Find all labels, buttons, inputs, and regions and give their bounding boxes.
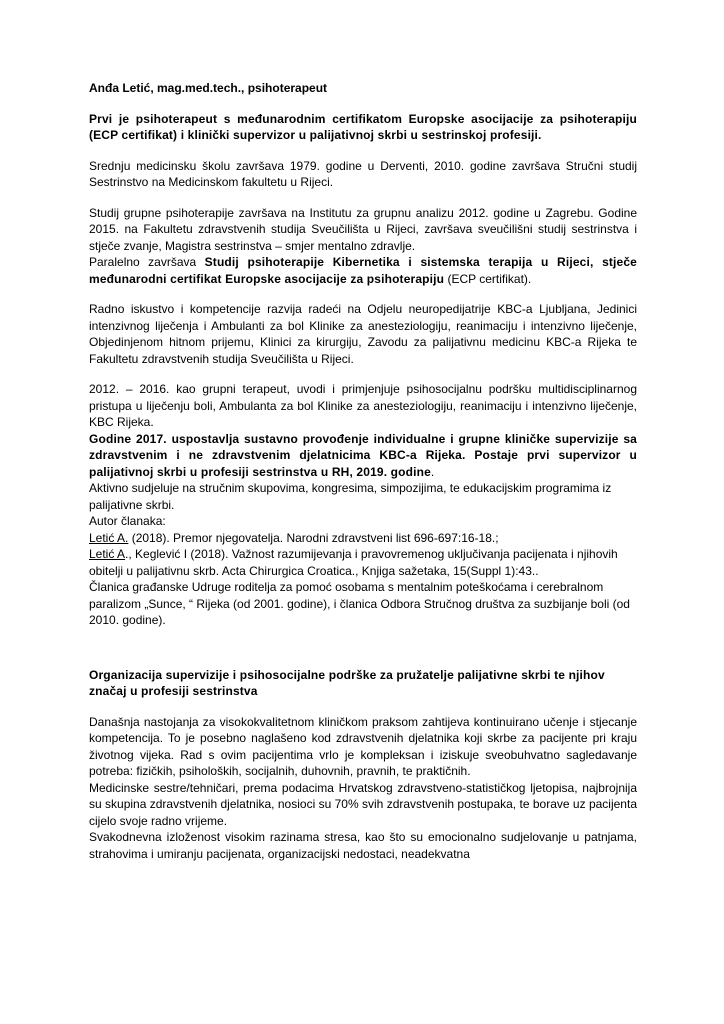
education-paragraph-3	[89, 254, 637, 287]
author-name: Anđa Letić, mag.med.tech., psihoterapeut	[89, 81, 328, 95]
article-2-rest: ., Keglević I (2018). Važnost razumijevanja i pravovremenog uključivanja pacijenata i njihovih obitelji u palijativnu skrb. Acta Chirurgica Croatica., Knjiga sažetaka, 15(Suppl 1):43..	[89, 547, 618, 578]
section2-paragraph-2: Medicinske sestre/tehničari, prema podacima Hrvatskog zdravstveno-statističkog ljetopisa, najbrojnija su skupina zdravstvenih djelatnika, nosioci su 70% svih zdravstvenih postupaka, te borave uz pacijenta cijelo svoje radno vrijeme.	[89, 780, 637, 828]
article-1-author: Letić A.	[89, 530, 129, 545]
section2-paragraph-1: Današnja nastojanja za visokokvalitetnom kliničkom praksom zahtijeva kontinuirano učenje i stjecanje kompetencija. To je posebno naglašeno kod zdravstvenih djelatnika koji skrbe za pacijente pri kraju životnog vijeka. Rad s ovim pacijentima vrlo je kompleksan i iziskuje sveobuhvatno sagledavanje potreba: fizičkih, psiholoških, socijalnih, duhovnih, pravnih, te praktičnih.	[89, 714, 637, 778]
document-body	[89, 80, 637, 862]
article-2	[89, 546, 637, 579]
experience-paragraph-4: Aktivno sudjeluje na stručnim skupovima, kongresima, simpozijima, te edukacijskim programima iz palijativne skrbi.	[89, 481, 612, 512]
education-p3-start: Paralelno završava	[89, 255, 205, 269]
education-paragraph-1: Srednju medicinsku školu završava 1979. godine u Derventi, 2010. godine završava Stručni studij Sestrinstvo na Medicinskom fakultetu u Rijeci.	[89, 158, 637, 189]
experience-paragraph-3	[89, 431, 637, 481]
experience-p3-bold: Godine 2017. uspostavlja sustavno provođenje individualne i grupne kliničke supervizije sa zdravstvenim i ne zdravstvenim djelatnicima KBC-a Rijeka. Postaje prvi supervizor u palijativnoj skrbi u profesiji sestrinstva u RH, 2019. godine	[89, 431, 637, 479]
education-p3-bold: Studij psihoterapije Kibernetika i sistemska terapija u Rijeci, stječe međunarodni certifikat Europske asocijacije za psihoterapiju	[89, 255, 637, 286]
education-p3-end: (ECP certifikat).	[444, 271, 532, 286]
experience-p3-end: .	[430, 464, 435, 479]
section2-paragraph-3: Svakodnevna izloženost visokim razinama stresa, kao što su emocionalno sudjelovanje u patnjama, strahovima i umiranju pacijenata, organizacijski nedostaci, neadekvatna	[89, 830, 637, 861]
intro-headline: Prvi je psihoterapeut s međunarodnim certifikatom Europske asocijacije za psihoterapiju (ECP certifikat) i klinički supervizor u palijativnoj skrbi u sestrinskoj profesiji.	[89, 111, 637, 142]
experience-paragraph-1: Radno iskustvo i kompetencije razvija radeći na Odjelu neuropedijatrije KBC-a Ljubljana, Jedinici intenzivnog liječenja i Ambulanti za bol Klinike za anesteziologiju, reanimaciju i intenzivno liječenje, Objedinjenom hitnom prijemu, Klinici za kirurgiju, Zavodu za palijativnu medicinu KBC-a Rijeka te Fakultetu zdravstvenih studija Sveučilišta u Rijeci.	[89, 302, 637, 366]
article-2-author: Letić A	[89, 547, 126, 561]
membership-paragraph: Članica građanske Udruge roditelja za pomoć osobama s mentalnim poteškoćama i cerebralnom paralizom „Sunce, “ Rijeka (od 2001. godine), i članica Odbora Stručnog društva za suzbijanje boli (od 2010. godine).	[89, 580, 630, 627]
article-1	[89, 530, 637, 547]
section2-title: Organizacija supervizije i psihosocijalne podrške za pružatelje palijativne skrbi te njihov značaj u profesiji sestrinstva	[89, 667, 605, 698]
article-1-rest: (2018). Premor njegovatelja. Narodni zdravstveni list 696-697:16-18.;	[128, 530, 499, 545]
experience-paragraph-2: 2012. – 2016. kao grupni terapeut, uvodi i primjenjuje psihosocijalnu podršku multidisciplinarnog pristupa u liječenju boli, Ambulanta za bol Klinike za anesteziologiju, reanimaciju i intenzivno liječenje, KBC Rijeka.	[89, 382, 637, 429]
articles-label: Autor članaka:	[89, 514, 166, 528]
education-paragraph-2: Studij grupne psihoterapije završava na Institutu za grupnu analizu 2012. godine u Zagrebu. Godine 2015. na Fakultetu zdravstvenih studija Sveučilišta u Rijeci, završava sveučilišni studij sestrinstva i stječe zvanje, Magistra sestrinstva – smjer mentalno zdravlje.	[89, 205, 637, 253]
